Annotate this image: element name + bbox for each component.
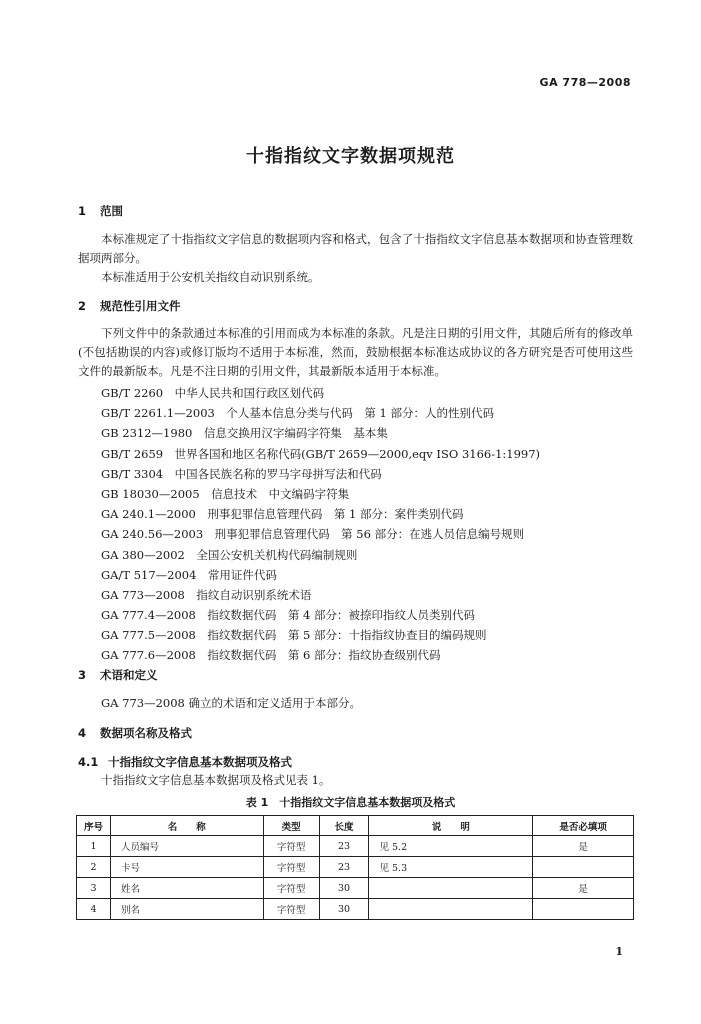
header-cell: 是否必填项 (533, 816, 634, 836)
cell-length: 30 (319, 899, 369, 920)
reference-item: GA/T 517—2004 常用证件代码 (101, 567, 277, 582)
reference-item: GA 777.6—2008 指纹数据代码 第 6 部分：指纹协查级别代码 (101, 648, 441, 663)
subsection-number: 4.1 (78, 755, 99, 769)
cell-index: 4 (77, 899, 111, 920)
cell-description (369, 878, 533, 899)
cell-name: 姓名 (110, 878, 263, 899)
section-title: 规范性引用文件 (100, 299, 181, 313)
table-row (77, 857, 634, 878)
document-title: 十指指纹文字数据项规范 (246, 146, 455, 167)
cell-required: 是 (533, 878, 634, 899)
reference-item: GA 240.1—2000 刑事犯罪信息管理代码 第 1 部分：案件类别代码 (101, 507, 464, 522)
table-row (77, 899, 634, 920)
section-2-paragraph-1: 下列文件中的条款通过本标准的引用而成为本标准的条款。凡是注日期的引用文件，其随后所有的修改单(不包括勘误的内容)或修订版均不适用于本标准，然而，鼓励根据本标准达成协议的各方研究是否可使用这些文件的最新版本。凡是不注日期的引用文件，其最新版本适用于本标准。 (78, 326, 633, 378)
table-row (77, 878, 634, 899)
section-4-heading (78, 725, 192, 741)
reference-item: GA 777.4—2008 指纹数据代码 第 4 部分：被捺印指纹人员类别代码 (101, 608, 475, 623)
cell-type: 字符型 (263, 878, 319, 899)
header-cell: 序号 (77, 816, 111, 836)
cell-length: 23 (319, 857, 369, 878)
subsection-4-1-paragraph: 十指指纹文字信息基本数据项及格式见表 1。 (101, 773, 331, 787)
reference-item: GB 18030—2005 信息技术 中文编码字符集 (101, 486, 350, 501)
section-title: 范围 (100, 204, 123, 218)
cell-required (533, 857, 634, 878)
section-title: 术语和定义 (100, 668, 158, 682)
header-cell: 类型 (263, 816, 319, 836)
cell-type: 字符型 (263, 836, 319, 857)
cell-required: 是 (533, 836, 634, 857)
cell-length: 30 (319, 878, 369, 899)
subsection-4-1-heading (78, 754, 292, 770)
standard-code: GA 778—2008 (539, 76, 631, 89)
cell-name: 别名 (110, 899, 263, 920)
reference-item: GA 773—2008 指纹自动识别系统术语 (101, 587, 312, 602)
reference-item: GB/T 2260 中华人民共和国行政区划代码 (101, 386, 325, 400)
header-cell: 名 称 (110, 816, 263, 836)
cell-index: 2 (77, 857, 111, 878)
section-3-paragraph-1: GA 773—2008 确立的术语和定义适用于本部分。 (101, 696, 362, 710)
page-number: 1 (615, 945, 623, 958)
reference-item: GB/T 3304 中国各民族名称的罗马字母拼写法和代码 (101, 466, 382, 481)
table-row (77, 836, 634, 857)
section-number: 2 (78, 299, 87, 313)
cell-index: 3 (77, 878, 111, 899)
section-3-heading (78, 667, 158, 683)
reference-item: GA 777.5—2008 指纹数据代码 第 5 部分：十指指纹协查目的编码规则 (101, 628, 487, 643)
section-2-heading (78, 298, 181, 314)
reference-item: GB/T 2261.1—2003 个人基本信息分类与代码 第 1 部分：人的性别代码 (101, 406, 494, 421)
cell-name: 人员编号 (110, 836, 263, 857)
cell-description: 见 5.3 (369, 857, 533, 878)
header-cell: 长度 (319, 816, 369, 836)
section-title: 数据项名称及格式 (100, 726, 192, 740)
section-number: 4 (78, 726, 87, 740)
reference-item: GB 2312—1980 信息交换用汉字编码字符集 基本集 (101, 426, 388, 441)
section-1-paragraph-2: 本标准适用于公安机关指纹自动识别系统。 (101, 270, 320, 284)
subsection-title: 十指指纹文字信息基本数据项及格式 (108, 755, 292, 769)
header-cell: 说 明 (369, 816, 533, 836)
data-items-table (76, 815, 634, 920)
cell-type: 字符型 (263, 899, 319, 920)
cell-length: 23 (319, 836, 369, 857)
reference-item: GB/T 2659 世界各国和地区名称代码(GB/T 2659—2000,eqv ISO 3166-1:1997) (101, 446, 541, 461)
reference-item: GA 380—2002 全国公安机关机构代码编制规则 (101, 547, 358, 562)
table-caption: 表 1 十指指纹文字信息基本数据项及格式 (245, 796, 456, 809)
section-1-heading (78, 203, 123, 219)
cell-index: 1 (77, 836, 111, 857)
section-number: 3 (78, 668, 87, 682)
cell-type: 字符型 (263, 857, 319, 878)
cell-required (533, 899, 634, 920)
section-1-paragraph-1: 本标准规定了十指指纹文字信息的数据项内容和格式，包含了十指指纹文字信息基本数据项和协查管理数据项两部分。 (78, 232, 633, 265)
cell-description: 见 5.2 (369, 836, 533, 857)
normative-references-list (101, 383, 540, 666)
section-number: 1 (78, 204, 87, 218)
table-header-row (77, 816, 634, 836)
reference-item: GA 240.56—2003 刑事犯罪信息管理代码 第 56 部分：在逃人员信息编号规则 (101, 527, 525, 542)
cell-name: 卡号 (110, 857, 263, 878)
cell-description (369, 899, 533, 920)
